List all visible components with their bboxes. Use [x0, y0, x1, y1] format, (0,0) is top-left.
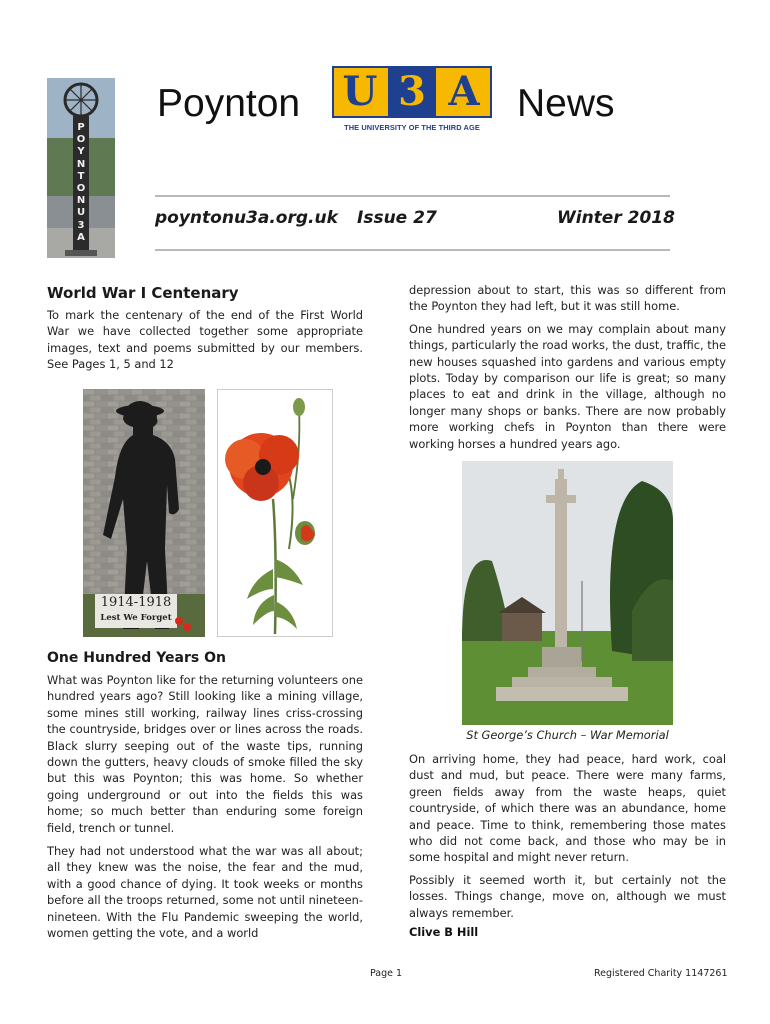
soldier-silhouette-photo — [83, 389, 205, 637]
masthead-rule-bottom — [155, 249, 670, 251]
article-paragraph: What was Poynton like for the returning volunteers one hundred years ago? Still looking like a mining village, some mines still working, railway lines criss-crossing the countryside, bridges over or lines across the roads. Black slurry seeping out of the waste tips, running down the gutters, heavy clouds of smoke filled the sky but this was Poynton; this was home. So whether going underground or out into the fields this was home; so much better than enduring some foreign field, trench or tunnel. — [47, 673, 363, 835]
article-paragraph: On arriving home, they had peace, hard work, coal dust and mud, but peace. There were many farms, green fields away from the waste heaps, quiet countryside, of which there was an abundance, home and peace. Time to think, remembering those mates who did not come back, and those who may be in some hospital and might never return. — [409, 752, 726, 865]
article-title: World War I Centenary — [47, 284, 239, 302]
article-ww1-centenary — [47, 284, 363, 373]
article-author: Clive B Hill — [409, 925, 479, 940]
plaque-year: 1914-1918 — [100, 595, 172, 610]
article-continued — [409, 282, 726, 452]
article-intro: To mark the centenary of the end of the First World War we have collected together some appropriate images, text and poems submitted by our members. See Pages 1, 5 and 12 — [47, 308, 363, 372]
logo-letter-a: A — [448, 68, 480, 115]
masthead-title-right: News — [517, 82, 615, 125]
masthead-title-left: Poynton — [157, 82, 301, 125]
masthead-rule-top — [155, 195, 670, 197]
poppy-illustration — [217, 389, 333, 637]
plaque-text: Lest We Forget — [100, 613, 172, 623]
issue-season: Winter 2018 — [557, 208, 675, 228]
article-continued-end — [409, 751, 726, 939]
sign-letters: POYNTONU3A — [76, 122, 86, 243]
article-paragraph: They had not understood what the war was all about; all they knew was the noise, the fear and the mud, with a good chance of dying. It took weeks or months before all the troops returned, some not until nineteen-nineteen. With the Flu Pandemic sweeping the world, women getting the vote, and a world — [47, 844, 363, 941]
war-memorial-photo — [462, 461, 673, 725]
logo-tagline: THE UNIVERSITY OF THE THIRD AGE — [344, 123, 480, 132]
registered-charity: Registered Charity 1147261 — [594, 968, 728, 979]
article-title: One Hundred Years On — [47, 650, 226, 666]
article-paragraph: One hundred years on we may complain about many things, particularly the road works, the dust, traffic, the new houses squashed into gardens and various empty plots. Today by comparison our life is great; so many places to eat and drink in the village, although no longer many shops or banks. There are now probably more working chefs in Poynton than there were working horses a hundred years ago. — [409, 321, 726, 451]
page-number: Page 1 — [370, 968, 403, 979]
issue-number: Issue 27 — [357, 208, 437, 228]
u3a-logo — [332, 66, 492, 136]
article-paragraph: Possibly it seemed worth it, but certainly not the losses. Things change, move on, although we must always remember. — [409, 872, 726, 920]
logo-letter-u: U — [342, 68, 378, 115]
website-url[interactable]: poyntonu3a.org.uk — [155, 208, 338, 228]
article-one-hundred-years-on — [47, 650, 363, 942]
poynton-sign-photo — [47, 78, 115, 258]
memorial-caption: St George’s Church – War Memorial — [466, 728, 669, 742]
article-paragraph: depression about to start, this was so different from the Poynton they had left, but it was still home. — [409, 283, 726, 314]
logo-letter-3: 3 — [398, 68, 426, 115]
